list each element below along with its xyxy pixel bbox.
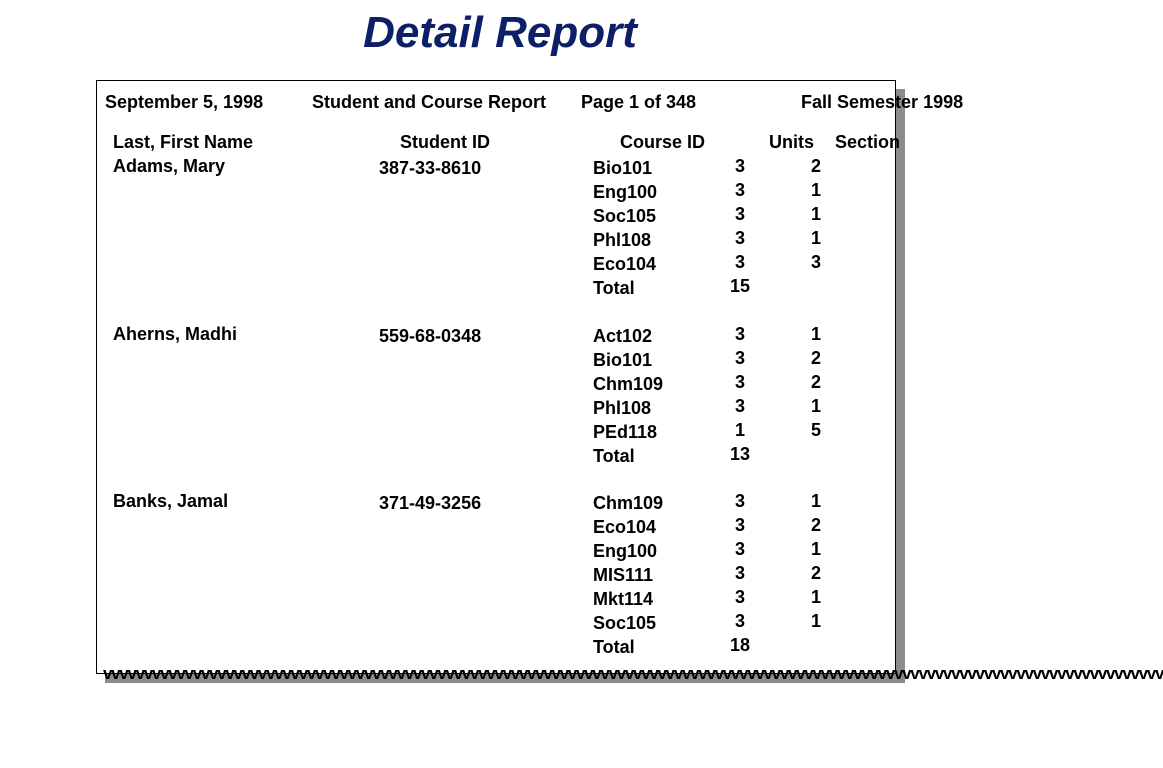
student-id: 371-49-3256 [379, 493, 482, 513]
course-id: MIS111 [593, 565, 654, 585]
total-units: 18 [729, 635, 751, 655]
column-header-name: Last, First Name [113, 132, 254, 152]
total-label: Total [593, 637, 635, 657]
semester-label: Fall Semester 1998 [801, 92, 964, 112]
course-id: Eco104 [593, 254, 657, 274]
course-section: 1 [810, 180, 821, 200]
course-section: 1 [810, 204, 821, 224]
total-label: Total [593, 446, 635, 466]
course-section: 1 [810, 587, 821, 607]
course-units: 3 [734, 515, 745, 535]
course-units: 3 [734, 204, 745, 224]
course-section: 2 [810, 156, 821, 176]
course-section: 1 [810, 611, 821, 631]
column-header-student-id: Student ID [400, 132, 490, 152]
student-name: Banks, Jamal [113, 491, 229, 511]
total-units: 15 [729, 276, 751, 296]
report-name: Student and Course Report [312, 92, 547, 112]
course-units: 3 [734, 180, 745, 200]
page-title: Detail Report [363, 8, 637, 57]
course-units: 3 [734, 228, 745, 248]
course-id: Phl108 [593, 398, 652, 418]
course-id: Eng100 [593, 541, 658, 561]
course-units: 3 [734, 491, 745, 511]
course-id: Chm109 [593, 493, 664, 513]
course-units: 1 [734, 420, 745, 440]
course-id: Phl108 [593, 230, 652, 250]
total-units: 13 [729, 444, 751, 464]
course-units: 3 [734, 563, 745, 583]
course-units: 3 [734, 372, 745, 392]
course-units: 3 [734, 324, 745, 344]
course-id: Chm109 [593, 374, 664, 394]
student-name: Aherns, Madhi [113, 324, 238, 344]
course-section: 5 [810, 420, 821, 440]
course-units: 3 [734, 396, 745, 416]
student-id: 387-33-8610 [379, 158, 482, 178]
total-label: Total [593, 278, 635, 298]
student-id: 559-68-0348 [379, 326, 482, 346]
course-units: 3 [734, 348, 745, 368]
course-id: Eco104 [593, 517, 657, 537]
course-section: 1 [810, 324, 821, 344]
column-header-course-id: Course ID [620, 132, 706, 152]
course-units: 3 [734, 252, 745, 272]
course-id: Soc105 [593, 613, 657, 633]
column-header-section: Section [835, 132, 901, 152]
course-section: 2 [810, 348, 821, 368]
course-section: 1 [810, 539, 821, 559]
course-section: 1 [810, 396, 821, 416]
course-id: Mkt114 [593, 589, 654, 609]
course-id: Bio101 [593, 158, 653, 178]
course-section: 1 [810, 228, 821, 248]
course-units: 3 [734, 611, 745, 631]
course-id: Act102 [593, 326, 653, 346]
page-indicator: Page 1 of 348 [581, 92, 697, 112]
report-date: September 5, 1998 [105, 92, 264, 112]
course-id: Bio101 [593, 350, 653, 370]
course-id: PEd118 [593, 422, 658, 442]
course-section: 2 [810, 515, 821, 535]
course-section: 1 [810, 491, 821, 511]
course-units: 3 [734, 156, 745, 176]
torn-page-edge: vvvvvvvvvvvvvvvvvvvvvvvvvvvvvvvvvvvvvvvvvvvvvvvvvvvvvvvvvvvvvvvvvvvvvvvvvvvvvvvvvvvvvvvvvvvvvvvvvvvvvvvvvvvvvvvvvvvvvvvvvvvvvvvvvv [103, 664, 1163, 683]
course-units: 3 [734, 539, 745, 559]
course-id: Soc105 [593, 206, 657, 226]
column-header-units: Units [769, 132, 814, 152]
course-section: 3 [810, 252, 821, 272]
course-id: Eng100 [593, 182, 658, 202]
course-units: 3 [734, 587, 745, 607]
student-name: Adams, Mary [113, 156, 226, 176]
course-section: 2 [810, 563, 821, 583]
course-section: 2 [810, 372, 821, 392]
